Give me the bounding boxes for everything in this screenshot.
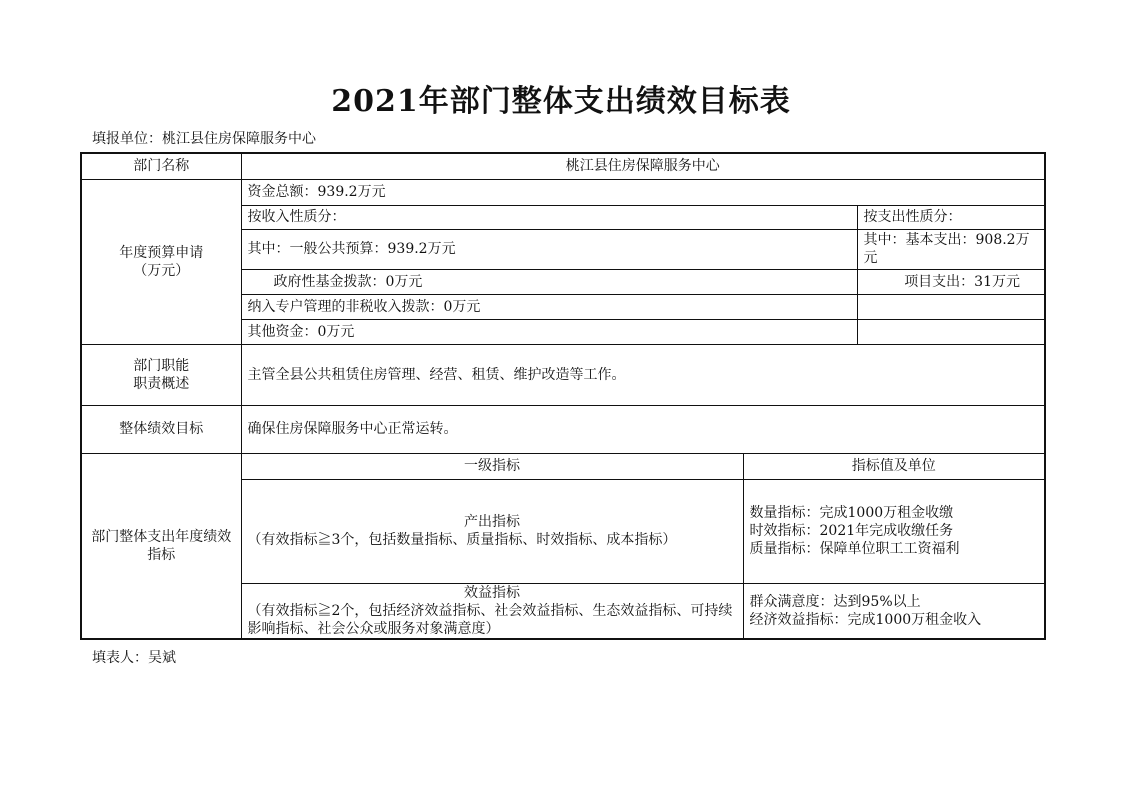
duty-value: 主管全县公共租赁住房管理、经营、租赁、维护改造等工作。	[241, 344, 1045, 405]
output-title: 产出指标	[464, 514, 520, 530]
goal-value: 确保住房保障服务中心正常运转。	[241, 405, 1045, 453]
other-expense-empty	[857, 319, 1045, 344]
indicators-label: 部门整体支出年度绩效指标	[81, 453, 241, 639]
budget-label	[81, 179, 241, 344]
duty-label-line2: 职责概述	[133, 375, 190, 392]
duty-label-line1: 部门职能	[133, 357, 190, 374]
benefit-title: 效益指标	[464, 584, 520, 601]
budget-label-line1: 年度预算申请	[119, 244, 204, 261]
output-value-quantity: 数量指标：完成1000万租金收缴	[749, 505, 954, 521]
performance-table	[80, 152, 1046, 640]
filler-name: 填表人：吴斌	[92, 650, 176, 666]
col-value-header: 指标值及单位	[743, 453, 1045, 479]
duty-label	[81, 344, 241, 405]
output-value-quality: 质量指标：保障单位职工工资福利	[749, 541, 960, 557]
non-tax-expense-empty	[857, 294, 1045, 319]
row-budget-total	[81, 179, 1045, 205]
output-indicator	[241, 479, 743, 583]
basic-expense: 其中：基本支出：908.2万元	[857, 229, 1045, 269]
row-goal	[81, 405, 1045, 453]
other-funds: 其他资金：0万元	[241, 319, 857, 344]
benefit-value-satisfaction: 群众满意度：达到95%以上	[749, 593, 921, 610]
by-income-label: 按收入性质分：	[241, 205, 857, 229]
output-desc: （有效指标≧3个，包括数量指标、质量指标、时效指标、成本指标）	[247, 532, 677, 548]
row-dept-name	[81, 153, 1045, 179]
benefit-value-economic: 经济效益指标：完成1000万租金收入	[749, 611, 982, 628]
project-expense: 项目支出：31万元	[857, 269, 1045, 294]
col-level1-header: 一级指标	[241, 453, 743, 479]
budget-label-line2: （万元）	[133, 262, 190, 279]
fill-unit: 填报单位：桃江县住房保障服务中心	[92, 131, 316, 147]
output-values	[743, 479, 1045, 583]
output-value-timeliness: 时效指标：2021年完成收缴任务	[749, 523, 954, 539]
dept-name-label: 部门名称	[81, 153, 241, 179]
benefit-desc: （有效指标≧2个，包括经济效益指标、社会效益指标、生态效益指标、可持续影响指标、社会公众或服务对象满意度）	[247, 602, 733, 637]
benefit-indicator	[241, 583, 743, 639]
goal-label: 整体绩效目标	[81, 405, 241, 453]
dept-name-value: 桃江县住房保障服务中心	[241, 153, 1045, 179]
row-duty	[81, 344, 1045, 405]
row-indicator-headers	[81, 453, 1045, 479]
by-expense-label: 按支出性质分：	[857, 205, 1045, 229]
non-tax: 纳入专户管理的非税收入拨款：0万元	[241, 294, 857, 319]
budget-total: 资金总额：939.2万元	[241, 179, 1045, 205]
gov-fund: 政府性基金拨款：0万元	[241, 269, 857, 294]
general-budget: 其中：一般公共预算：939.2万元	[241, 229, 857, 269]
benefit-values	[743, 583, 1045, 639]
page-title: 2021年部门整体支出绩效目标表	[331, 84, 791, 119]
